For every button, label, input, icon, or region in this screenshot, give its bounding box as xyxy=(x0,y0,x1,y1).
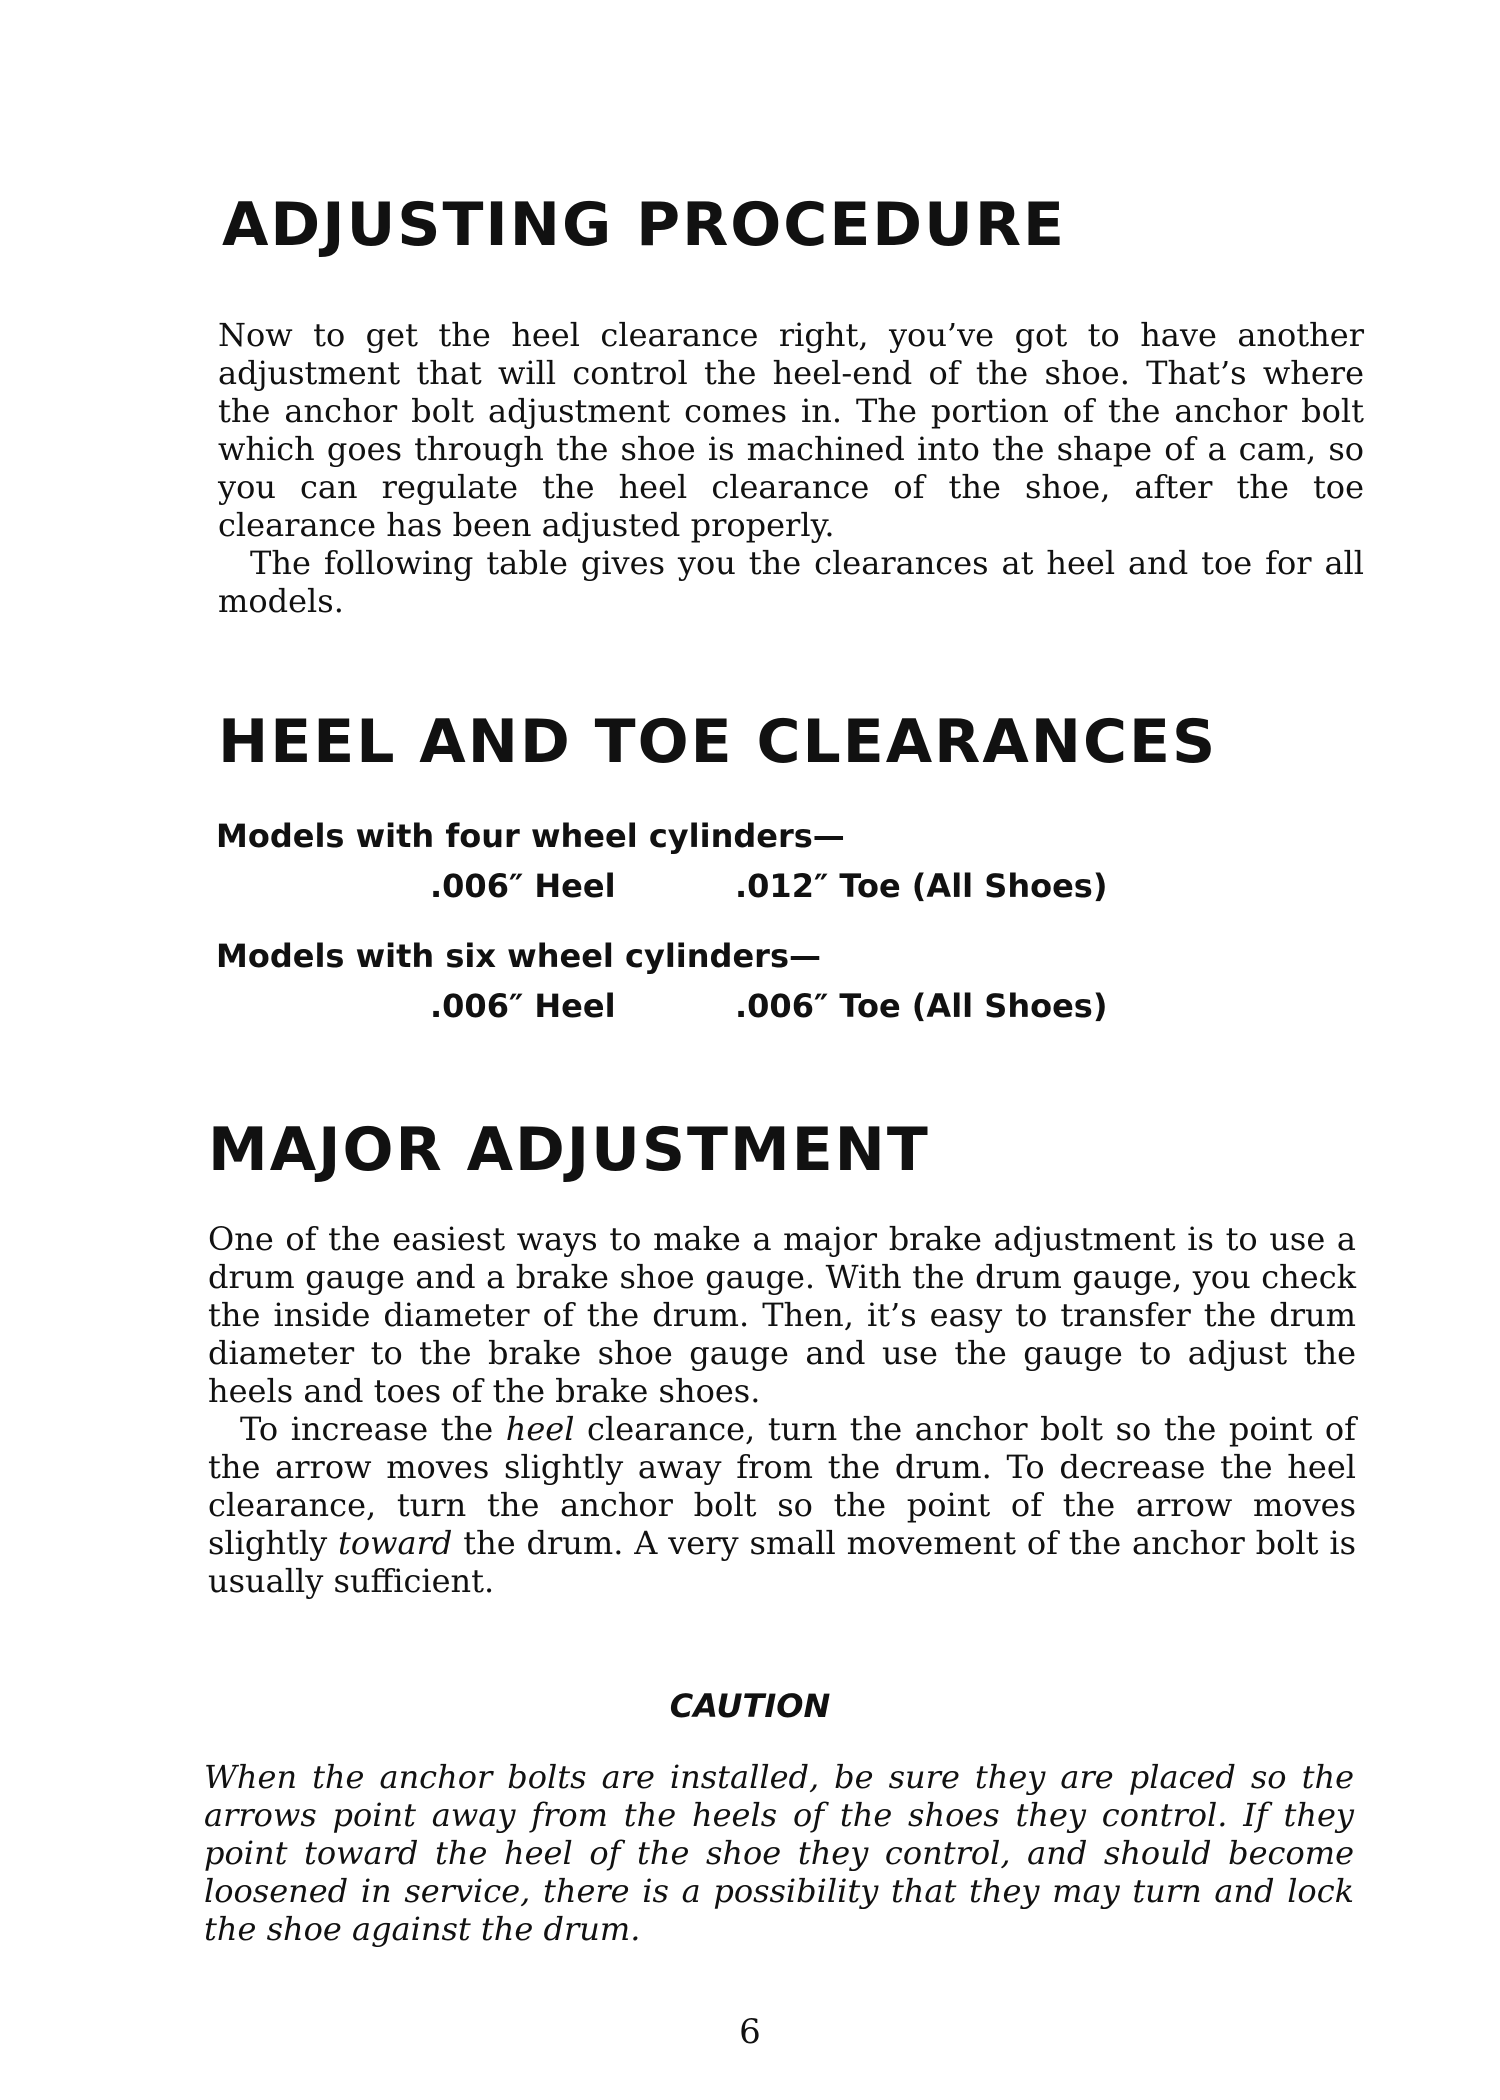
toward-emphasis: toward xyxy=(338,1524,453,1562)
adjusting-paragraph-1: Now to get the heel clearance right, you’ve got to have another adjustment that will control the heel-end of the shoe. That’s where the anchor bolt adjustment comes in. The portion of the anchor bolt which goes through the shoe is machined into the shape of a cam, so you can regulate the heel clearance of the shoe, after the toe clearance has been adjusted properly. xyxy=(218,316,1364,544)
major-paragraph-2-part-3: the drum. A very small movement of the anchor bolt is usually sufficient. xyxy=(208,1524,1357,1600)
major-paragraph-2 xyxy=(208,1410,1356,1600)
four-cylinder-label: Models with four wheel cylinders— xyxy=(216,817,845,855)
six-cylinder-heel-value: .006″ Heel xyxy=(430,987,616,1025)
caution-text: When the anchor bolts are installed, be sure they are placed so the arrows point away from the heels of the shoes they control. If they point toward the heel of the shoe they control, and should become loosened in service, there is a possibility that they may turn and lock the shoe against the drum. xyxy=(204,1758,1354,1948)
major-paragraph-1: One of the easiest ways to make a major brake adjustment is to use a drum gauge and a brake shoe gauge. With the drum gauge, you check the inside diameter of the drum. Then, it’s easy to transfer the drum diameter to the brake shoe gauge and use the gauge to adjust the heels and toes of the brake shoes. xyxy=(208,1220,1356,1410)
major-paragraph-2-part-2: clearance, turn the anchor bolt so the point of the arrow moves slightly away from the drum. To decrease the heel clearance, turn the anchor bolt so the point of the arrow moves slightly xyxy=(208,1410,1356,1562)
six-cylinder-label: Models with six wheel cylinders— xyxy=(216,937,821,975)
page-number: 6 xyxy=(739,2012,761,2052)
adjusting-procedure-heading: ADJUSTING PROCEDURE xyxy=(222,190,1067,260)
caution-title: CAUTION xyxy=(669,1687,831,1725)
adjusting-paragraph-2: The following table gives you the clearances at heel and toe for all models. xyxy=(218,544,1364,620)
four-cylinder-toe-value: .012″ Toe (All Shoes) xyxy=(735,867,1108,905)
clearances-heading: HEEL AND TOE CLEARANCES xyxy=(218,707,1218,777)
major-paragraph-2-part-1: To increase the xyxy=(240,1410,506,1448)
adjusting-procedure-body xyxy=(218,316,1364,620)
six-cylinder-toe-value: .006″ Toe (All Shoes) xyxy=(735,987,1108,1025)
heel-emphasis: heel xyxy=(505,1410,575,1448)
major-adjustment-heading: MAJOR ADJUSTMENT xyxy=(208,1115,930,1185)
four-cylinder-heel-value: .006″ Heel xyxy=(430,867,616,905)
major-adjustment-body xyxy=(208,1220,1356,1600)
